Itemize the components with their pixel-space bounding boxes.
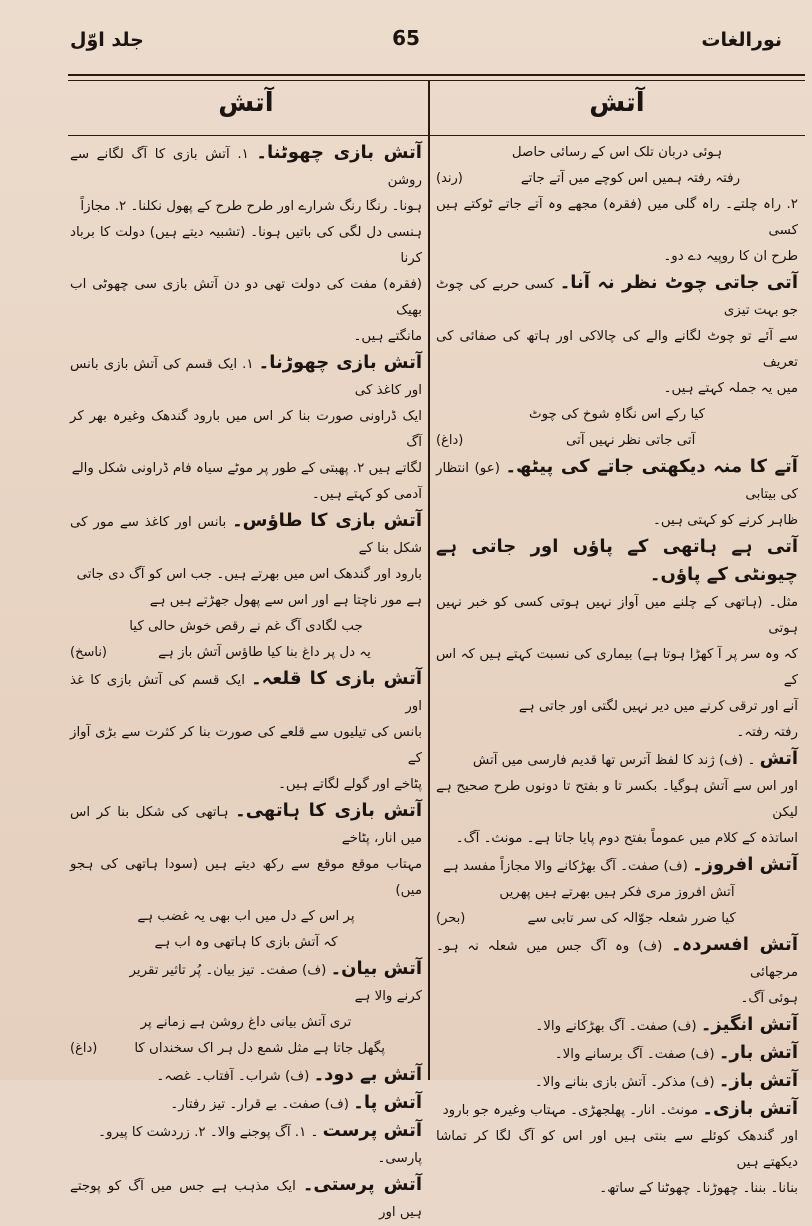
verse-source: (ناسخ) [70, 645, 108, 660]
entry-definition: ۔ ۱. آگ پوجنے والا۔ ۲. زردشت کا پیرو۔ [98, 1125, 319, 1140]
dictionary-entry [436, 534, 798, 590]
entry-headword: آتش پا۔ [353, 1092, 422, 1113]
dictionary-entry [70, 1090, 422, 1118]
entry-headword: آتش پرستی۔ [302, 1174, 422, 1195]
definition-line: بنانا۔ بننا۔ چھوڑنا۔ چھوٹنا کے ساتھ۔ [599, 1181, 798, 1196]
dictionary-entry [436, 1068, 798, 1096]
dictionary-entry [70, 1062, 422, 1090]
verse-line [436, 906, 798, 932]
definition-line: بانس کی تیلیوں سے قلعے کی صورت بنا کر کثرت سے بڑی آواز کے [70, 725, 422, 766]
entry-definition: کسی حربے کی چوٹ جو بہت تیزی [436, 277, 798, 318]
entry-headword: آتش باز۔ [718, 1070, 798, 1091]
column-divider [428, 80, 430, 1080]
verse-text: رفتہ رفتہ ہمیں اس کوچے میں آتے جاتے [520, 171, 741, 186]
top-rule [68, 74, 805, 76]
definition-line: پارسی۔ [377, 1151, 422, 1166]
entry-definition: (ف) شراب۔ آفتاب۔ غصہ۔ [156, 1069, 310, 1084]
verse-text: جب لگادی آگ غم نے رقص خوش حالی کیا [129, 619, 363, 634]
entry-headword: آتش بازی چھوڑنا۔ [258, 352, 422, 373]
definition-line: مہتاب موقع موقع سے رکھ دیتے ہیں (سودا ہاتھی کی ہجو میں) [70, 857, 422, 898]
verse-line [436, 166, 798, 192]
verse-source: (داغ) [436, 433, 464, 448]
book-title: نورالغات [701, 29, 782, 51]
entry-definition: (ف) مذکر۔ آتش بازی بنانے والا۔ [534, 1075, 715, 1090]
definition-line: ہے مور ناچتا ہے اور اس سے پھول جھڑتے ہیں ہے [149, 593, 422, 608]
definition-line: رفتہ رفتہ۔ [736, 725, 798, 740]
verse-line [70, 1010, 422, 1036]
dictionary-entry [436, 270, 798, 324]
entry-definition: (ف) صفت۔ بے قرار۔ تیز رفتار۔ [170, 1097, 350, 1112]
entry-headword: آتش [759, 748, 798, 769]
volume-label: جلد اوّل [70, 29, 144, 51]
right-column-heading: آتش [589, 88, 645, 118]
left-column [70, 140, 422, 1220]
dictionary-entry [70, 508, 422, 562]
definition-line: مانگتے ہیں۔ [353, 329, 422, 344]
dictionary-entry [436, 1012, 798, 1040]
entry-definition: (ف) صفت۔ تیز بیان۔ پُر تاثیر تقریر [129, 963, 327, 978]
definition-line: اور گندھک کوئلے سے بنتی ہیں اور اس کو آگ لگا کر تماشا دیکھتے ہیں [436, 1129, 798, 1170]
entry-definition: (ف) صفت۔ آگ برسانے والا۔ [554, 1047, 715, 1062]
verse-line [70, 640, 422, 666]
entry-headword: آتش بازی کا قلعہ۔ [251, 668, 422, 689]
dictionary-entry [436, 1040, 798, 1068]
entry-headword: آتش افروز۔ [692, 854, 798, 875]
dictionary-entry [436, 746, 798, 774]
definition-line: میں یہ جملہ کہتے ہیں۔ [663, 381, 798, 396]
entry-headword: آتش بازی کا طاؤس۔ [232, 510, 422, 531]
entry-headword: آتش بے دود۔ [313, 1064, 422, 1085]
verse-line [70, 614, 422, 640]
verse-source: (داغ) [70, 1041, 98, 1056]
verse-source: (بحر) [436, 911, 466, 926]
verse-line [436, 428, 798, 454]
definition-line: مثل۔ (ہاتھی کے چلنے میں آواز نہیں ہوتی کسی کو خبر نہیں ہوتی [436, 595, 798, 636]
entry-headword: آتی جاتی چوٹ نظر نہ آنا۔ [559, 272, 798, 293]
definition-line: ظاہر کرنے کو کہتی ہیں۔ [653, 513, 798, 528]
verse-line [70, 930, 422, 956]
left-column-heading: آتش [218, 88, 274, 118]
verse-line [436, 880, 798, 906]
verse-line [70, 904, 422, 930]
verse-line [436, 402, 798, 428]
top-rule-thin [68, 80, 805, 81]
entry-definition: ہاتھی کی شکل بنا کر اس میں انار، پٹاخے [70, 805, 422, 846]
entry-definition: (ف) وہ آگ جس میں شعلہ نہ ہو۔ مرجھائی [436, 939, 798, 980]
definition-line: آنے اور ترقی کرنے میں دیر نہیں لگتی اور جاتی ہے [518, 699, 798, 714]
verse-text: ہوئی دربان تلک اس کے رسائی حاصل [511, 145, 723, 160]
entry-definition: ایک مذہب ہے جس میں آگ کو پوجتے ہیں اور [70, 1179, 422, 1220]
dictionary-entry [436, 932, 798, 986]
entry-headword: آتے کا منہ دیکھتی جاتے کی پیٹھ۔ [505, 456, 798, 477]
entry-headword: آتش پرست [322, 1120, 422, 1141]
entry-definition: ۱. آتش بازی کا آگ لگانے سے روشن [70, 147, 422, 188]
definition-line: اور اس سے آتش ہوگیا۔ بکسر تا و بفتح تا دونوں طرح صحیح ہے لیکن [436, 779, 798, 820]
verse-text: کہ آتش بازی کا ہاتھی وہ اب ہے [154, 935, 338, 950]
verse-text: تری آتش بیانی داغ روشن ہے زمانے پر [140, 1015, 352, 1030]
definition-line: ہوئی آگ۔ [740, 991, 798, 1006]
entry-headword: آتش بازی چھوٹنا۔ [256, 142, 422, 163]
verse-line [70, 1036, 422, 1062]
dictionary-entry [70, 1118, 422, 1146]
dictionary-entry [70, 1172, 422, 1226]
definition-line: ہونا۔ رنگا رنگ شرارے اور طرح طرح کے پھول نکلنا۔ ۲. مجازاً [80, 199, 422, 214]
verse-text: پگھل جاتا ہے مثل شمع دل ہر اک سخنداں کا [134, 1041, 385, 1056]
definition-line: طرح ان کا روپیہ دے دو۔ [663, 249, 798, 264]
verse-line [436, 140, 798, 166]
dictionary-entry [70, 798, 422, 852]
verse-source: (رند) [436, 171, 463, 186]
definition-line: پٹاخے اور گولے لگاتے ہیں۔ [278, 777, 422, 792]
entry-headword: آتش افسردہ۔ [671, 934, 798, 955]
definition-line: ایک ڈراونی صورت بنا کر اس میں بارود گندھک وغیرہ بھر کر آگ [70, 409, 422, 450]
dictionary-entry [436, 852, 798, 880]
definition-line: کہ وہ سر پر آ کھڑا ہوتا ہے) بیماری کی نسبت کہتے ہیں کہ اس کے [436, 647, 798, 688]
entry-definition: مونث۔ انار۔ پھلجھڑی۔ مہتاب وغیرہ جو بارود [442, 1103, 699, 1118]
entry-definition: (عو) انتظار کی بیتابی [436, 461, 798, 502]
entry-definition: (ف) صفت۔ آگ بھڑکانے والا مجازاً مفسد ہے [443, 859, 688, 874]
right-column [436, 140, 798, 1196]
definition-line: ہنسی دل لگی کی باتیں ہونا۔ (تشبیہ دیتے ہیں) دولت کا برباد کرنا [70, 225, 422, 266]
verse-text: کیا ضرر شعلہ جوّالہ کی سر تابی سے [527, 911, 736, 926]
entry-definition: بانس اور کاغذ سے مور کی شکل بنا کے [70, 515, 422, 556]
dictionary-entry [70, 350, 422, 404]
definition-line: (فقرہ) مفت کی دولت تھی دو دن آتش بازی سی چھوٹی اب بھیک [70, 277, 422, 318]
dictionary-entry [436, 454, 798, 508]
definition-line: کرنے والا ہے [354, 989, 422, 1004]
entry-definition: ۱. ایک قسم کی آتش بازی بانس اور کاغذ کی [70, 357, 422, 398]
verse-text: یہ دل پر داغ بنا کیا طاؤس آتش باز ہے [158, 645, 371, 660]
definition-line: آدمی کو کہتے ہیں۔ [311, 487, 422, 502]
dictionary-entry [70, 666, 422, 720]
entry-headword: آتش بازی۔ [702, 1098, 798, 1119]
definition-line: بارود اور گندھک اس میں بھرتے ہیں۔ جب اس کو آگ دی جاتی [76, 567, 422, 582]
entry-definition: (ف) صفت۔ آگ بھڑکانے والا۔ [535, 1019, 697, 1034]
page-number: 65 [392, 26, 420, 50]
verse-text: آتی جاتی نظر نہیں آتی [565, 433, 696, 448]
dictionary-entry [70, 956, 422, 984]
entry-headword: آتش بیان۔ [330, 958, 422, 979]
entry-headword: آتش بازی کا ہاتھی۔ [235, 800, 422, 821]
verse-text: آتش افروز مری فکر ہیں بھرتے ہیں پھریں [499, 885, 735, 900]
entry-definition: ایک قسم کی آتش بازی کا غذ اور [70, 673, 422, 714]
entry-headword: آتش انگیز۔ [700, 1014, 798, 1035]
heading-rule [68, 135, 805, 136]
definition-line: سے آئے تو چوٹ لگانے والے کی چالاکی اور ہاتھ کی صفائی کی تعریف [436, 329, 798, 370]
verse-text: پر اس کے دل میں اب بھی یہ غضب ہے [137, 909, 355, 924]
entry-definition: ۔ (ف) ژند کا لفظ آترس تھا قدیم فارسی میں آتش [472, 753, 756, 768]
dictionary-entry [70, 140, 422, 194]
dictionary-entry [436, 1096, 798, 1124]
definition-line: لگاتے ہیں ۲. پھبتی کے طور پر موٹے سیاہ فام ڈراونی شکل والے [71, 461, 422, 476]
definition-line: ۲. راہ چلتے۔ راہ گلی میں (فقرہ) مجھے وہ آتے جاتے ٹوکتے ہیں کسی [436, 197, 798, 238]
definition-line: اساتذہ کے کلام میں عموماً بفتح دوم پایا جاتا ہے۔ مونث۔ آگ۔ [455, 831, 798, 846]
verse-text: کیا رکے اس نگاہِ شوخ کی چوٹ [529, 407, 705, 422]
entry-headword: آتی ہے ہاتھی کے پاؤں اور جاتی ہے چیونٹی کے پاؤں۔ [436, 536, 798, 585]
entry-headword: آتش بار۔ [718, 1042, 798, 1063]
